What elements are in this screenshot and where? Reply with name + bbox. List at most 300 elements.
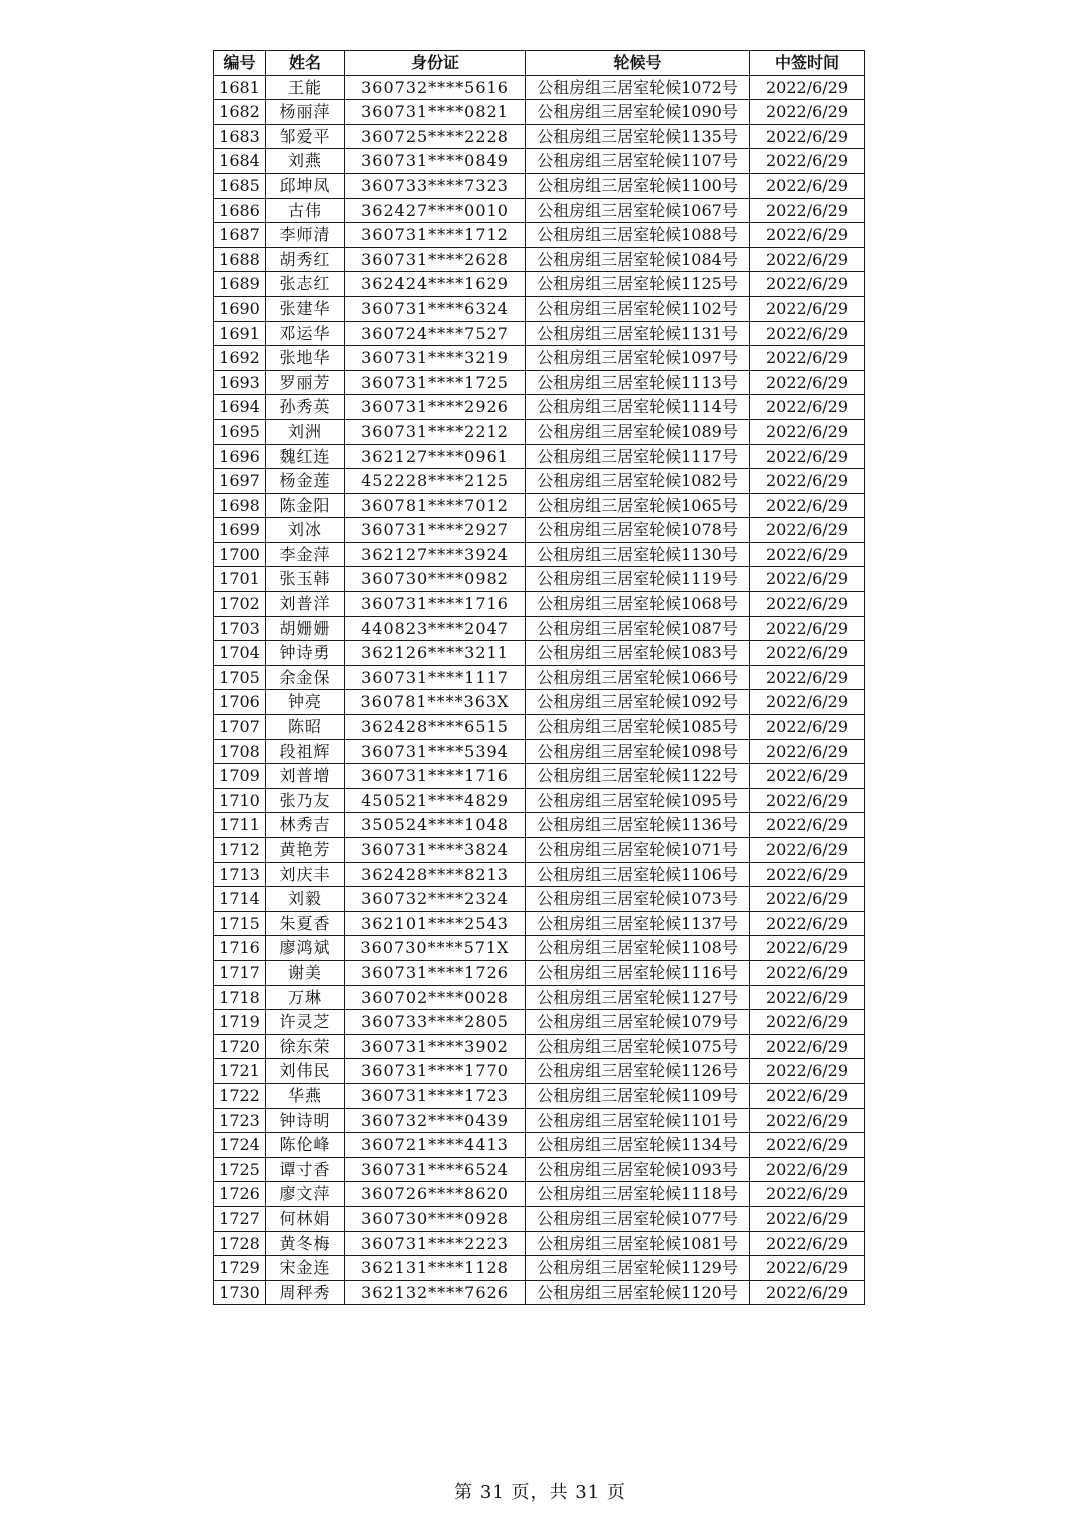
table-row xyxy=(214,272,865,297)
cell-id-card: 360731****3902 xyxy=(345,1034,526,1059)
cell-name: 陈伦峰 xyxy=(266,1133,345,1158)
table-row xyxy=(214,788,865,813)
cell-id-card: 362132****7626 xyxy=(345,1280,526,1305)
cell-id-card: 452228****2125 xyxy=(345,469,526,494)
cell-id-card: 360731****0849 xyxy=(345,149,526,174)
cell-name: 李金萍 xyxy=(266,542,345,567)
cell-draw-date: 2022/6/29 xyxy=(750,715,865,740)
cell-number: 1702 xyxy=(214,592,266,617)
cell-id-card: 360731****5394 xyxy=(345,739,526,764)
table-row xyxy=(214,395,865,420)
table-row xyxy=(214,370,865,395)
table-row xyxy=(214,1256,865,1281)
table-row xyxy=(214,247,865,272)
cell-queue-number: 公租房组三居室轮候1090号 xyxy=(526,100,750,125)
cell-queue-number: 公租房组三居室轮候1084号 xyxy=(526,247,750,272)
cell-draw-date: 2022/6/29 xyxy=(750,665,865,690)
cell-name: 魏红连 xyxy=(266,444,345,469)
cell-name: 刘庆丰 xyxy=(266,862,345,887)
cell-name: 李师清 xyxy=(266,223,345,248)
cell-name: 谭寸香 xyxy=(266,1157,345,1182)
header-draw-date: 中签时间 xyxy=(750,51,865,76)
cell-id-card: 360731****0821 xyxy=(345,100,526,125)
cell-number: 1692 xyxy=(214,346,266,371)
cell-queue-number: 公租房组三居室轮候1127号 xyxy=(526,985,750,1010)
cell-draw-date: 2022/6/29 xyxy=(750,1059,865,1084)
cell-name: 林秀吉 xyxy=(266,813,345,838)
cell-id-card: 360730****571X xyxy=(345,936,526,961)
cell-queue-number: 公租房组三居室轮候1082号 xyxy=(526,469,750,494)
table-row xyxy=(214,1231,865,1256)
cell-draw-date: 2022/6/29 xyxy=(750,198,865,223)
table-row xyxy=(214,985,865,1010)
cell-name: 钟诗勇 xyxy=(266,641,345,666)
cell-queue-number: 公租房组三居室轮候1068号 xyxy=(526,592,750,617)
cell-number: 1708 xyxy=(214,739,266,764)
cell-name: 张乃友 xyxy=(266,788,345,813)
cell-id-card: 360730****0982 xyxy=(345,567,526,592)
cell-name: 刘燕 xyxy=(266,149,345,174)
cell-draw-date: 2022/6/29 xyxy=(750,592,865,617)
cell-draw-date: 2022/6/29 xyxy=(750,641,865,666)
table-row xyxy=(214,764,865,789)
table-row xyxy=(214,1133,865,1158)
cell-number: 1705 xyxy=(214,665,266,690)
cell-number: 1721 xyxy=(214,1059,266,1084)
cell-queue-number: 公租房组三居室轮候1066号 xyxy=(526,665,750,690)
cell-id-card: 360733****2805 xyxy=(345,1010,526,1035)
table-row xyxy=(214,346,865,371)
cell-name: 万琳 xyxy=(266,985,345,1010)
table-row xyxy=(214,911,865,936)
cell-name: 何林娟 xyxy=(266,1206,345,1231)
cell-number: 1724 xyxy=(214,1133,266,1158)
cell-queue-number: 公租房组三居室轮候1125号 xyxy=(526,272,750,297)
table-row xyxy=(214,296,865,321)
cell-number: 1711 xyxy=(214,813,266,838)
cell-queue-number: 公租房组三居室轮候1078号 xyxy=(526,518,750,543)
cell-number: 1723 xyxy=(214,1108,266,1133)
cell-queue-number: 公租房组三居室轮候1131号 xyxy=(526,321,750,346)
cell-number: 1690 xyxy=(214,296,266,321)
cell-number: 1697 xyxy=(214,469,266,494)
cell-queue-number: 公租房组三居室轮候1097号 xyxy=(526,346,750,371)
cell-draw-date: 2022/6/29 xyxy=(750,887,865,912)
cell-number: 1712 xyxy=(214,838,266,863)
cell-number: 1699 xyxy=(214,518,266,543)
cell-draw-date: 2022/6/29 xyxy=(750,862,865,887)
cell-queue-number: 公租房组三居室轮候1135号 xyxy=(526,124,750,149)
cell-queue-number: 公租房组三居室轮候1119号 xyxy=(526,567,750,592)
cell-number: 1698 xyxy=(214,493,266,518)
cell-queue-number: 公租房组三居室轮候1113号 xyxy=(526,370,750,395)
cell-id-card: 350524****1048 xyxy=(345,813,526,838)
cell-queue-number: 公租房组三居室轮候1120号 xyxy=(526,1280,750,1305)
cell-draw-date: 2022/6/29 xyxy=(750,1133,865,1158)
cell-number: 1684 xyxy=(214,149,266,174)
cell-id-card: 362126****3211 xyxy=(345,641,526,666)
table-row xyxy=(214,469,865,494)
cell-name: 张志红 xyxy=(266,272,345,297)
table-row xyxy=(214,173,865,198)
cell-id-card: 360731****1712 xyxy=(345,223,526,248)
cell-id-card: 360731****6324 xyxy=(345,296,526,321)
table-row xyxy=(214,321,865,346)
cell-draw-date: 2022/6/29 xyxy=(750,985,865,1010)
cell-name: 徐东荣 xyxy=(266,1034,345,1059)
cell-number: 1714 xyxy=(214,887,266,912)
cell-queue-number: 公租房组三居室轮候1108号 xyxy=(526,936,750,961)
cell-number: 1719 xyxy=(214,1010,266,1035)
cell-queue-number: 公租房组三居室轮候1134号 xyxy=(526,1133,750,1158)
cell-number: 1718 xyxy=(214,985,266,1010)
cell-name: 邱坤凤 xyxy=(266,173,345,198)
cell-queue-number: 公租房组三居室轮候1077号 xyxy=(526,1206,750,1231)
cell-number: 1701 xyxy=(214,567,266,592)
cell-name: 钟亮 xyxy=(266,690,345,715)
cell-number: 1728 xyxy=(214,1231,266,1256)
cell-draw-date: 2022/6/29 xyxy=(750,296,865,321)
table-row xyxy=(214,198,865,223)
cell-draw-date: 2022/6/29 xyxy=(750,616,865,641)
table-row xyxy=(214,518,865,543)
table-row xyxy=(214,1108,865,1133)
cell-id-card: 360731****2212 xyxy=(345,419,526,444)
cell-name: 陈昭 xyxy=(266,715,345,740)
table-row xyxy=(214,616,865,641)
cell-name: 华燕 xyxy=(266,1083,345,1108)
cell-number: 1689 xyxy=(214,272,266,297)
cell-number: 1693 xyxy=(214,370,266,395)
table-row xyxy=(214,592,865,617)
cell-number: 1700 xyxy=(214,542,266,567)
table-row xyxy=(214,887,865,912)
cell-number: 1695 xyxy=(214,419,266,444)
cell-draw-date: 2022/6/29 xyxy=(750,321,865,346)
cell-id-card: 362127****3924 xyxy=(345,542,526,567)
table-row xyxy=(214,690,865,715)
cell-draw-date: 2022/6/29 xyxy=(750,911,865,936)
cell-name: 朱夏香 xyxy=(266,911,345,936)
table-row xyxy=(214,567,865,592)
cell-name: 廖鸿斌 xyxy=(266,936,345,961)
table-row xyxy=(214,862,865,887)
cell-number: 1685 xyxy=(214,173,266,198)
table-row xyxy=(214,936,865,961)
cell-name: 胡秀红 xyxy=(266,247,345,272)
cell-name: 黄艳芳 xyxy=(266,838,345,863)
cell-draw-date: 2022/6/29 xyxy=(750,936,865,961)
cell-queue-number: 公租房组三居室轮候1101号 xyxy=(526,1108,750,1133)
cell-id-card: 360731****1716 xyxy=(345,764,526,789)
cell-draw-date: 2022/6/29 xyxy=(750,518,865,543)
cell-name: 刘伟民 xyxy=(266,1059,345,1084)
cell-name: 王能 xyxy=(266,75,345,100)
cell-queue-number: 公租房组三居室轮候1073号 xyxy=(526,887,750,912)
table-row xyxy=(214,149,865,174)
table-row xyxy=(214,493,865,518)
table-row xyxy=(214,444,865,469)
cell-draw-date: 2022/6/29 xyxy=(750,419,865,444)
table-row xyxy=(214,1206,865,1231)
cell-draw-date: 2022/6/29 xyxy=(750,542,865,567)
cell-id-card: 360731****1770 xyxy=(345,1059,526,1084)
cell-number: 1722 xyxy=(214,1083,266,1108)
cell-queue-number: 公租房组三居室轮候1107号 xyxy=(526,149,750,174)
cell-queue-number: 公租房组三居室轮候1089号 xyxy=(526,419,750,444)
table-row xyxy=(214,419,865,444)
cell-draw-date: 2022/6/29 xyxy=(750,124,865,149)
cell-name: 周秤秀 xyxy=(266,1280,345,1305)
cell-name: 宋金连 xyxy=(266,1256,345,1281)
cell-id-card: 360731****6524 xyxy=(345,1157,526,1182)
cell-draw-date: 2022/6/29 xyxy=(750,690,865,715)
table-row xyxy=(214,542,865,567)
cell-draw-date: 2022/6/29 xyxy=(750,469,865,494)
cell-queue-number: 公租房组三居室轮候1085号 xyxy=(526,715,750,740)
cell-number: 1683 xyxy=(214,124,266,149)
table-row xyxy=(214,838,865,863)
header-name: 姓名 xyxy=(266,51,345,76)
cell-draw-date: 2022/6/29 xyxy=(750,247,865,272)
cell-name: 邹爱平 xyxy=(266,124,345,149)
cell-id-card: 360731****2628 xyxy=(345,247,526,272)
cell-number: 1707 xyxy=(214,715,266,740)
cell-queue-number: 公租房组三居室轮候1117号 xyxy=(526,444,750,469)
cell-queue-number: 公租房组三居室轮候1116号 xyxy=(526,960,750,985)
cell-name: 邓运华 xyxy=(266,321,345,346)
table-row xyxy=(214,1280,865,1305)
cell-queue-number: 公租房组三居室轮候1087号 xyxy=(526,616,750,641)
cell-id-card: 362427****0010 xyxy=(345,198,526,223)
cell-queue-number: 公租房组三居室轮候1071号 xyxy=(526,838,750,863)
cell-draw-date: 2022/6/29 xyxy=(750,75,865,100)
cell-queue-number: 公租房组三居室轮候1114号 xyxy=(526,395,750,420)
cell-draw-date: 2022/6/29 xyxy=(750,444,865,469)
cell-queue-number: 公租房组三居室轮候1126号 xyxy=(526,1059,750,1084)
cell-id-card: 450521****4829 xyxy=(345,788,526,813)
cell-queue-number: 公租房组三居室轮候1130号 xyxy=(526,542,750,567)
table-row xyxy=(214,739,865,764)
cell-number: 1696 xyxy=(214,444,266,469)
cell-id-card: 362101****2543 xyxy=(345,911,526,936)
cell-id-card: 360731****3824 xyxy=(345,838,526,863)
cell-name: 刘普洋 xyxy=(266,592,345,617)
cell-draw-date: 2022/6/29 xyxy=(750,1182,865,1207)
cell-id-card: 362428****6515 xyxy=(345,715,526,740)
cell-number: 1726 xyxy=(214,1182,266,1207)
table-header xyxy=(214,51,865,76)
cell-number: 1704 xyxy=(214,641,266,666)
cell-number: 1725 xyxy=(214,1157,266,1182)
cell-draw-date: 2022/6/29 xyxy=(750,960,865,985)
cell-name: 刘普增 xyxy=(266,764,345,789)
table-row xyxy=(214,1182,865,1207)
cell-id-card: 360732****5616 xyxy=(345,75,526,100)
cell-draw-date: 2022/6/29 xyxy=(750,370,865,395)
cell-draw-date: 2022/6/29 xyxy=(750,1231,865,1256)
cell-name: 黄冬梅 xyxy=(266,1231,345,1256)
cell-queue-number: 公租房组三居室轮候1118号 xyxy=(526,1182,750,1207)
cell-number: 1730 xyxy=(214,1280,266,1305)
cell-number: 1710 xyxy=(214,788,266,813)
cell-id-card: 360731****2927 xyxy=(345,518,526,543)
cell-id-card: 360731****1726 xyxy=(345,960,526,985)
cell-draw-date: 2022/6/29 xyxy=(750,395,865,420)
cell-draw-date: 2022/6/29 xyxy=(750,1034,865,1059)
cell-queue-number: 公租房组三居室轮候1083号 xyxy=(526,641,750,666)
table-row xyxy=(214,715,865,740)
cell-name: 胡姗姗 xyxy=(266,616,345,641)
cell-number: 1706 xyxy=(214,690,266,715)
cell-draw-date: 2022/6/29 xyxy=(750,1010,865,1035)
cell-id-card: 360731****2926 xyxy=(345,395,526,420)
table-row xyxy=(214,75,865,100)
cell-id-card: 360726****8620 xyxy=(345,1182,526,1207)
cell-id-card: 360733****7323 xyxy=(345,173,526,198)
cell-name: 杨丽萍 xyxy=(266,100,345,125)
cell-draw-date: 2022/6/29 xyxy=(750,173,865,198)
cell-number: 1729 xyxy=(214,1256,266,1281)
table-row xyxy=(214,1083,865,1108)
cell-queue-number: 公租房组三居室轮候1106号 xyxy=(526,862,750,887)
cell-id-card: 440823****2047 xyxy=(345,616,526,641)
cell-id-card: 360721****4413 xyxy=(345,1133,526,1158)
cell-queue-number: 公租房组三居室轮候1129号 xyxy=(526,1256,750,1281)
header-id-card: 身份证 xyxy=(345,51,526,76)
cell-number: 1681 xyxy=(214,75,266,100)
cell-draw-date: 2022/6/29 xyxy=(750,838,865,863)
cell-id-card: 360731****1725 xyxy=(345,370,526,395)
cell-number: 1703 xyxy=(214,616,266,641)
cell-queue-number: 公租房组三居室轮候1088号 xyxy=(526,223,750,248)
cell-name: 刘毅 xyxy=(266,887,345,912)
cell-id-card: 360732****0439 xyxy=(345,1108,526,1133)
cell-draw-date: 2022/6/29 xyxy=(750,346,865,371)
cell-number: 1686 xyxy=(214,198,266,223)
cell-name: 段祖辉 xyxy=(266,739,345,764)
cell-name: 陈金阳 xyxy=(266,493,345,518)
cell-queue-number: 公租房组三居室轮候1092号 xyxy=(526,690,750,715)
cell-number: 1715 xyxy=(214,911,266,936)
cell-name: 钟诗明 xyxy=(266,1108,345,1133)
cell-name: 张地华 xyxy=(266,346,345,371)
cell-name: 张玉韩 xyxy=(266,567,345,592)
header-row xyxy=(214,51,865,76)
allocation-table xyxy=(213,50,865,1305)
cell-draw-date: 2022/6/29 xyxy=(750,1157,865,1182)
table-row xyxy=(214,124,865,149)
cell-name: 罗丽芳 xyxy=(266,370,345,395)
cell-queue-number: 公租房组三居室轮候1098号 xyxy=(526,739,750,764)
cell-draw-date: 2022/6/29 xyxy=(750,813,865,838)
cell-draw-date: 2022/6/29 xyxy=(750,100,865,125)
cell-name: 杨金莲 xyxy=(266,469,345,494)
table-row xyxy=(214,223,865,248)
cell-draw-date: 2022/6/29 xyxy=(750,739,865,764)
cell-number: 1717 xyxy=(214,960,266,985)
cell-queue-number: 公租房组三居室轮候1109号 xyxy=(526,1083,750,1108)
cell-number: 1682 xyxy=(214,100,266,125)
cell-name: 古伟 xyxy=(266,198,345,223)
cell-id-card: 360731****3219 xyxy=(345,346,526,371)
table-row xyxy=(214,1010,865,1035)
cell-id-card: 360724****7527 xyxy=(345,321,526,346)
cell-draw-date: 2022/6/29 xyxy=(750,764,865,789)
cell-id-card: 360730****0928 xyxy=(345,1206,526,1231)
cell-name: 许灵芝 xyxy=(266,1010,345,1035)
cell-draw-date: 2022/6/29 xyxy=(750,1280,865,1305)
cell-queue-number: 公租房组三居室轮候1081号 xyxy=(526,1231,750,1256)
cell-number: 1691 xyxy=(214,321,266,346)
table-body xyxy=(214,75,865,1305)
table-row xyxy=(214,100,865,125)
cell-name: 孙秀英 xyxy=(266,395,345,420)
cell-number: 1727 xyxy=(214,1206,266,1231)
cell-name: 余金保 xyxy=(266,665,345,690)
cell-id-card: 360781****7012 xyxy=(345,493,526,518)
cell-number: 1720 xyxy=(214,1034,266,1059)
cell-number: 1716 xyxy=(214,936,266,961)
cell-id-card: 360731****1117 xyxy=(345,665,526,690)
cell-name: 廖文萍 xyxy=(266,1182,345,1207)
table-row xyxy=(214,813,865,838)
table-row xyxy=(214,1059,865,1084)
table-row xyxy=(214,665,865,690)
cell-draw-date: 2022/6/29 xyxy=(750,272,865,297)
cell-queue-number: 公租房组三居室轮候1065号 xyxy=(526,493,750,518)
cell-number: 1694 xyxy=(214,395,266,420)
cell-queue-number: 公租房组三居室轮候1122号 xyxy=(526,764,750,789)
cell-number: 1713 xyxy=(214,862,266,887)
cell-id-card: 360731****2223 xyxy=(345,1231,526,1256)
header-queue-number: 轮候号 xyxy=(526,51,750,76)
cell-id-card: 362131****1128 xyxy=(345,1256,526,1281)
cell-draw-date: 2022/6/29 xyxy=(750,223,865,248)
cell-id-card: 360725****2228 xyxy=(345,124,526,149)
cell-queue-number: 公租房组三居室轮候1102号 xyxy=(526,296,750,321)
table-row xyxy=(214,641,865,666)
cell-number: 1709 xyxy=(214,764,266,789)
cell-draw-date: 2022/6/29 xyxy=(750,567,865,592)
cell-draw-date: 2022/6/29 xyxy=(750,149,865,174)
cell-draw-date: 2022/6/29 xyxy=(750,1083,865,1108)
table-row xyxy=(214,960,865,985)
cell-draw-date: 2022/6/29 xyxy=(750,493,865,518)
header-number: 编号 xyxy=(214,51,266,76)
table-row xyxy=(214,1157,865,1182)
cell-id-card: 362428****8213 xyxy=(345,862,526,887)
cell-id-card: 360731****1716 xyxy=(345,592,526,617)
cell-name: 刘洲 xyxy=(266,419,345,444)
cell-name: 刘冰 xyxy=(266,518,345,543)
cell-queue-number: 公租房组三居室轮候1100号 xyxy=(526,173,750,198)
cell-queue-number: 公租房组三居室轮候1067号 xyxy=(526,198,750,223)
cell-draw-date: 2022/6/29 xyxy=(750,1256,865,1281)
cell-id-card: 360731****1723 xyxy=(345,1083,526,1108)
cell-name: 谢美 xyxy=(266,960,345,985)
cell-queue-number: 公租房组三居室轮候1136号 xyxy=(526,813,750,838)
cell-draw-date: 2022/6/29 xyxy=(750,1108,865,1133)
cell-queue-number: 公租房组三居室轮候1079号 xyxy=(526,1010,750,1035)
cell-draw-date: 2022/6/29 xyxy=(750,1206,865,1231)
cell-draw-date: 2022/6/29 xyxy=(750,788,865,813)
cell-queue-number: 公租房组三居室轮候1075号 xyxy=(526,1034,750,1059)
cell-id-card: 360781****363X xyxy=(345,690,526,715)
page-footer: 第 31 页，共 31 页 xyxy=(454,1482,626,1503)
cell-queue-number: 公租房组三居室轮候1095号 xyxy=(526,788,750,813)
cell-id-card: 362127****0961 xyxy=(345,444,526,469)
